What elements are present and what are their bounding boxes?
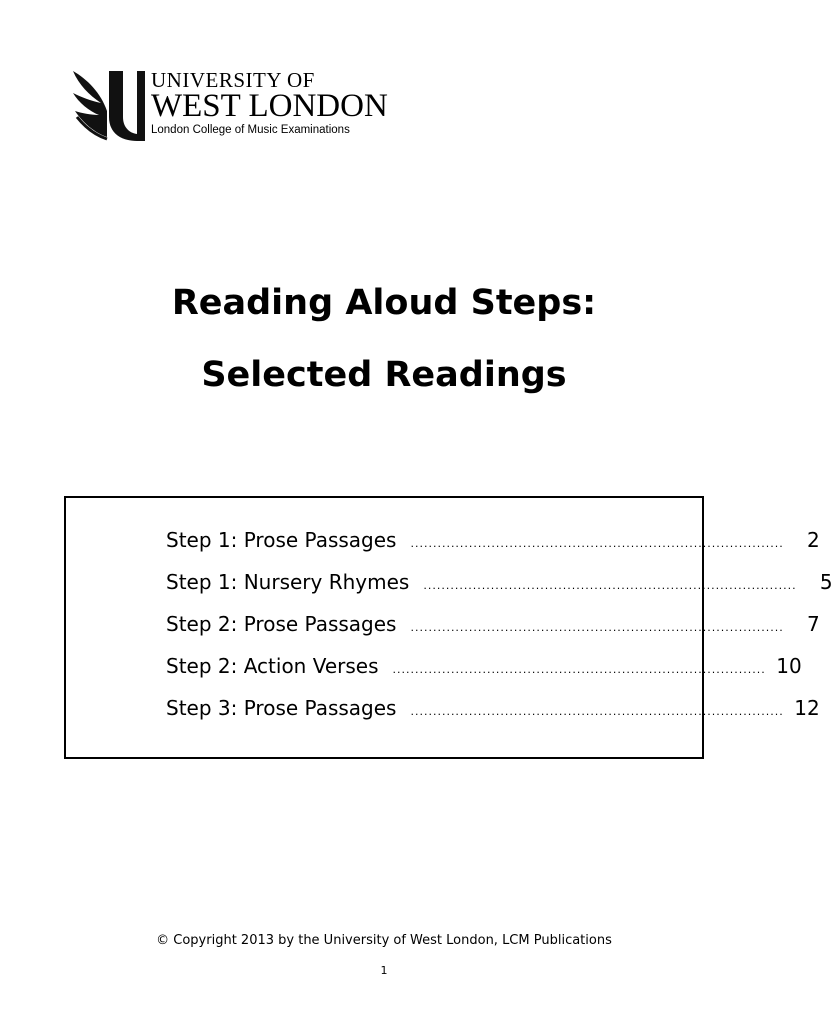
toc-entry-page: 10 [776,654,802,678]
document-title-line-1: Reading Aloud Steps: [171,283,597,323]
toc-entry[interactable] [166,696,820,724]
copyright-notice: © Copyright 2013 by the University of West London, LCM Publications [156,933,612,948]
toc-entry-label: Step 3: Prose Passages [166,696,397,720]
logo-university-of: UNIVERSITY OF [151,68,315,92]
toc-leader-dots: ................................................................................... [410,621,784,634]
logo-subtitle-college: London College of Music [151,124,278,136]
uwl-logo-mark-icon [71,67,145,141]
logo-subtitle-examinations: Examinations [277,124,350,136]
toc-entry-page: 12 [794,696,820,720]
table-of-contents [64,496,833,759]
toc-entry-label: Step 2: Prose Passages [166,612,397,636]
logo-subtitle [151,125,350,137]
logo-wordmark [151,67,425,141]
toc-entry[interactable] [166,528,820,556]
toc-entry-label: Step 1: Nursery Rhymes [166,570,410,594]
toc-entry[interactable] [166,654,802,682]
toc-leader-dots: ................................................................................... [392,663,766,676]
page-number: 1 [380,964,388,977]
toc-leader-dots: ................................................................................... [410,705,784,718]
university-logo [71,67,425,141]
toc-entry-label: Step 1: Prose Passages [166,528,397,552]
toc-entry-label: Step 2: Action Verses [166,654,379,678]
toc-entry[interactable] [166,612,820,640]
logo-west-london: WEST LONDON [151,88,388,124]
toc-leader-dots: ................................................................................... [423,579,797,592]
toc-entry[interactable] [166,570,833,598]
toc-entry-page: 7 [806,612,820,636]
document-title-line-2: Selected Readings [201,355,567,395]
toc-entry-page: 2 [806,528,820,552]
toc-entry-page: 5 [819,570,833,594]
toc-leader-dots: ................................................................................... [410,537,784,550]
